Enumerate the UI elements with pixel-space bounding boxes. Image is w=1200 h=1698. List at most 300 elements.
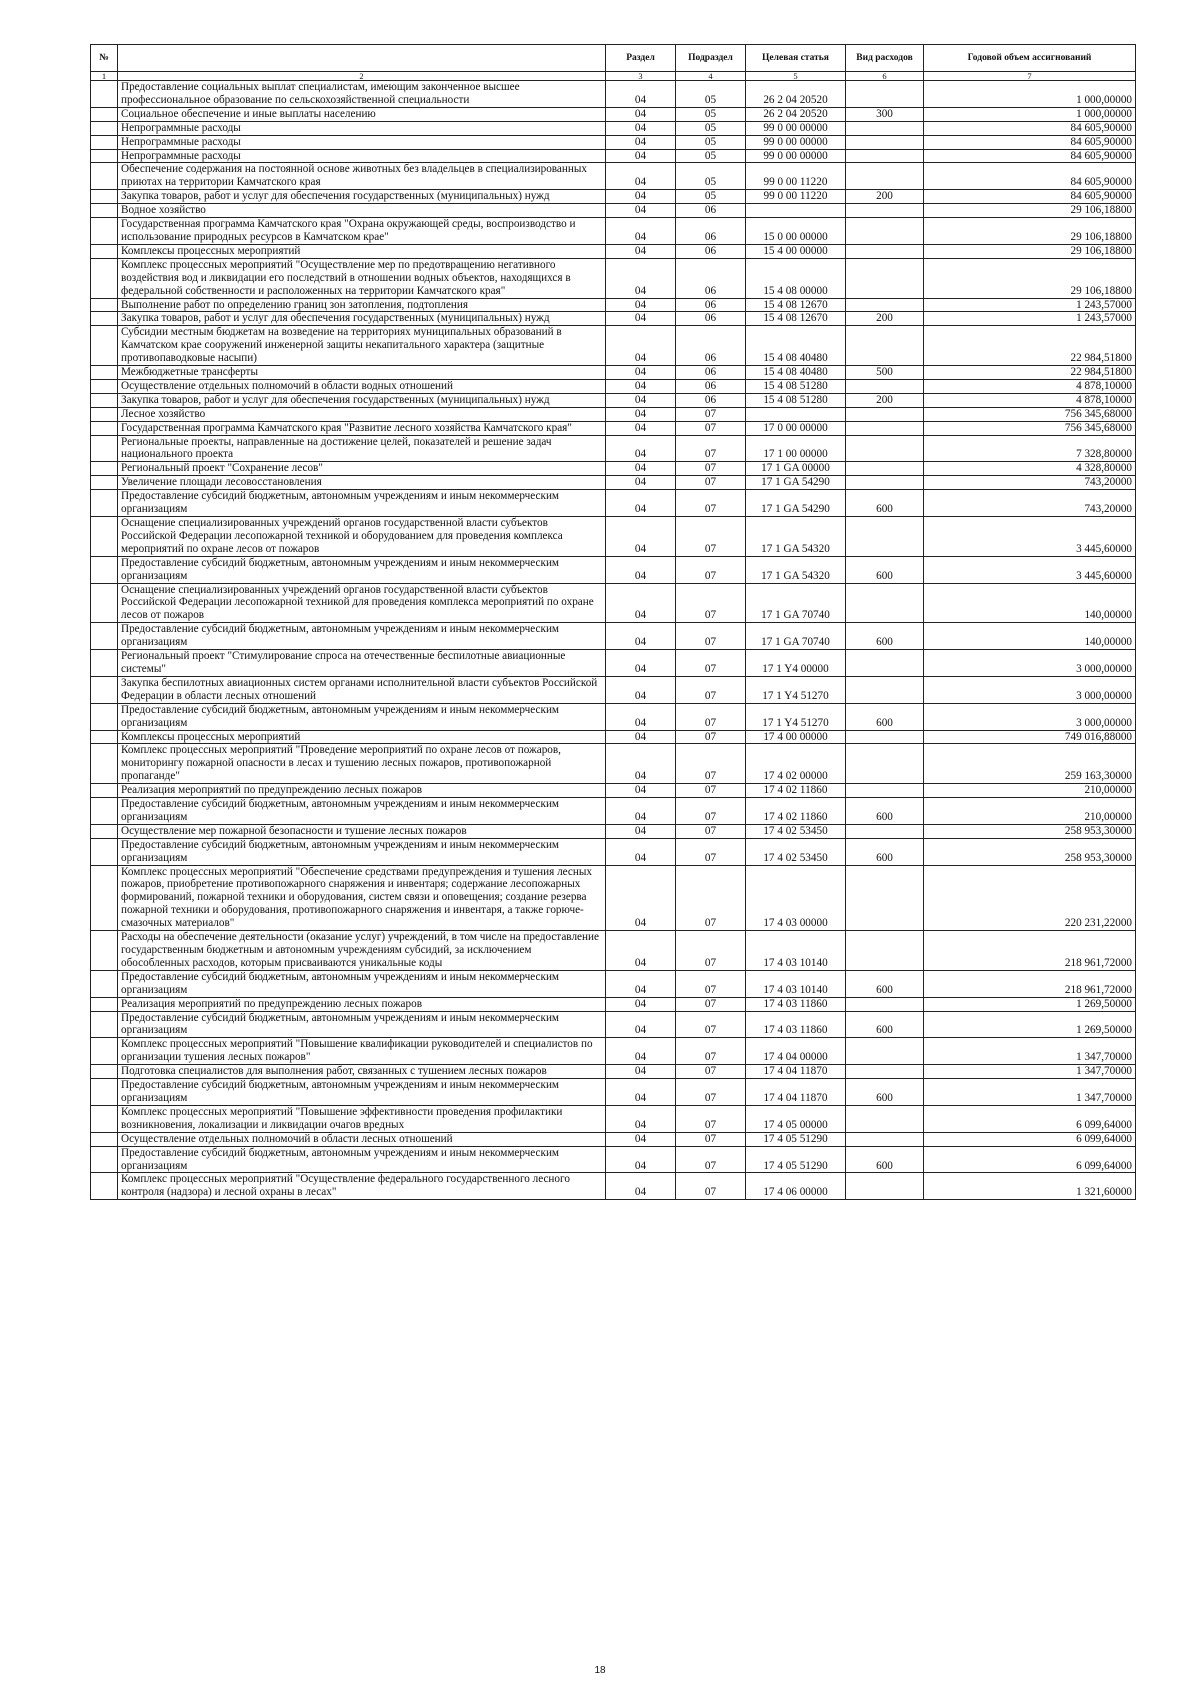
table-row: [91, 190, 1136, 204]
row-amount-cell: 259 163,30000: [924, 744, 1136, 784]
table-row: [91, 258, 1136, 298]
row-name-cell: Комплекс процессных мероприятий "Обеспечение средствами предупреждения и тушения лесных пожаров, приобретение противопожарного снаряжения и инвентаря; содержание лесопожарных формирований, пожарной техники и оборудования, систем связи и оповещения; создание резерва пожарной техники и оборудования, противопожарного снаряжения и инвентаря, а также горюче-смазочных материалов": [118, 865, 606, 931]
row-statya-cell: 17 4 02 00000: [746, 744, 846, 784]
table-row: [91, 121, 1136, 135]
row-name-cell: Непрограммные расходы: [118, 135, 606, 149]
col-header-statya: Целевая статья: [746, 45, 846, 72]
row-statya-cell: 17 1 Y4 00000: [746, 650, 846, 677]
row-podrazdel-cell: 07: [676, 703, 746, 730]
row-number-cell: [91, 784, 118, 798]
row-amount-cell: 220 231,22000: [924, 865, 1136, 931]
row-vid-cell: 600: [846, 970, 924, 997]
row-podrazdel-cell: 07: [676, 970, 746, 997]
row-razdel-cell: 04: [606, 244, 676, 258]
col-header-podrazdel: Подраздел: [676, 45, 746, 72]
row-statya-cell: 17 1 GA 00000: [746, 462, 846, 476]
row-statya-cell: 17 4 02 11860: [746, 784, 846, 798]
row-vid-cell: [846, 676, 924, 703]
table-row: [91, 583, 1136, 623]
row-number-cell: [91, 798, 118, 825]
row-amount-cell: 1 269,50000: [924, 997, 1136, 1011]
row-razdel-cell: 04: [606, 623, 676, 650]
row-amount-cell: 3 000,00000: [924, 703, 1136, 730]
row-vid-cell: [846, 258, 924, 298]
col-header-razdel: Раздел: [606, 45, 676, 72]
row-podrazdel-cell: 07: [676, 1079, 746, 1106]
col-number-1: 1: [91, 72, 118, 81]
row-amount-cell: 1 347,70000: [924, 1065, 1136, 1079]
table-row: [91, 931, 1136, 971]
row-amount-cell: 29 106,18800: [924, 218, 1136, 245]
row-vid-cell: [846, 218, 924, 245]
row-podrazdel-cell: 07: [676, 1038, 746, 1065]
row-number-cell: [91, 1146, 118, 1173]
row-razdel-cell: 04: [606, 421, 676, 435]
row-podrazdel-cell: 06: [676, 218, 746, 245]
row-vid-cell: [846, 149, 924, 163]
table-row: [91, 1079, 1136, 1106]
col-number-6: 6: [846, 72, 924, 81]
table-row: [91, 312, 1136, 326]
row-statya-cell: 15 4 08 12670: [746, 312, 846, 326]
row-podrazdel-cell: 07: [676, 1146, 746, 1173]
row-number-cell: [91, 703, 118, 730]
row-vid-cell: [846, 1132, 924, 1146]
row-number-cell: [91, 312, 118, 326]
row-podrazdel-cell: 07: [676, 476, 746, 490]
row-number-cell: [91, 1079, 118, 1106]
row-podrazdel-cell: 06: [676, 366, 746, 380]
row-name-cell: Региональный проект "Сохранение лесов": [118, 462, 606, 476]
row-razdel-cell: 04: [606, 476, 676, 490]
table-body: [91, 81, 1136, 1200]
table-row: [91, 650, 1136, 677]
row-name-cell: Непрограммные расходы: [118, 149, 606, 163]
row-podrazdel-cell: 06: [676, 258, 746, 298]
row-vid-cell: [846, 163, 924, 190]
row-amount-cell: 1 000,00000: [924, 81, 1136, 108]
row-name-cell: Предоставление социальных выплат специалистам, имеющим законченное высшее профессиональное образование по сельскохозяйственной специальности: [118, 81, 606, 108]
row-podrazdel-cell: 07: [676, 865, 746, 931]
row-razdel-cell: 04: [606, 435, 676, 462]
row-statya-cell: 17 4 04 11870: [746, 1065, 846, 1079]
row-razdel-cell: 04: [606, 997, 676, 1011]
row-statya-cell: 17 4 03 10140: [746, 970, 846, 997]
row-amount-cell: 1 269,50000: [924, 1011, 1136, 1038]
row-name-cell: Подготовка специалистов для выполнения работ, связанных с тушением лесных пожаров: [118, 1065, 606, 1079]
table-row: [91, 476, 1136, 490]
row-vid-cell: [846, 784, 924, 798]
row-number-cell: [91, 121, 118, 135]
row-razdel-cell: 04: [606, 556, 676, 583]
row-podrazdel-cell: 07: [676, 1105, 746, 1132]
row-number-cell: [91, 556, 118, 583]
row-vid-cell: 200: [846, 393, 924, 407]
row-number-cell: [91, 744, 118, 784]
row-number-cell: [91, 676, 118, 703]
row-statya-cell: 17 4 00 00000: [746, 730, 846, 744]
row-razdel-cell: 04: [606, 838, 676, 865]
row-razdel-cell: 04: [606, 517, 676, 557]
row-razdel-cell: 04: [606, 490, 676, 517]
col-number-5: 5: [746, 72, 846, 81]
row-podrazdel-cell: 07: [676, 744, 746, 784]
row-name-cell: Выполнение работ по определению границ зон затопления, подтопления: [118, 298, 606, 312]
row-statya-cell: 99 0 00 11220: [746, 190, 846, 204]
row-podrazdel-cell: 07: [676, 435, 746, 462]
row-vid-cell: [846, 517, 924, 557]
budget-table: [90, 44, 1136, 1200]
row-number-cell: [91, 838, 118, 865]
row-razdel-cell: 04: [606, 744, 676, 784]
row-name-cell: Социальное обеспечение и иные выплаты населению: [118, 107, 606, 121]
row-statya-cell: 17 4 02 53450: [746, 838, 846, 865]
table-row: [91, 421, 1136, 435]
row-razdel-cell: 04: [606, 81, 676, 108]
row-razdel-cell: 04: [606, 784, 676, 798]
row-name-cell: Предоставление субсидий бюджетным, автономным учреждениям и иным некоммерческим организациям: [118, 1011, 606, 1038]
row-amount-cell: 29 106,18800: [924, 244, 1136, 258]
row-name-cell: Межбюджетные трансферты: [118, 366, 606, 380]
table-row: [91, 149, 1136, 163]
row-amount-cell: 84 605,90000: [924, 121, 1136, 135]
row-statya-cell: 17 4 03 00000: [746, 865, 846, 931]
row-vid-cell: [846, 421, 924, 435]
row-vid-cell: 200: [846, 312, 924, 326]
row-number-cell: [91, 107, 118, 121]
row-podrazdel-cell: 06: [676, 204, 746, 218]
row-vid-cell: 600: [846, 1011, 924, 1038]
row-name-cell: Региональный проект "Стимулирование спроса на отечественные беспилотные авиационные системы": [118, 650, 606, 677]
row-razdel-cell: 04: [606, 931, 676, 971]
row-name-cell: Закупка товаров, работ и услуг для обеспечения государственных (муниципальных) нужд: [118, 190, 606, 204]
row-razdel-cell: 04: [606, 366, 676, 380]
row-statya-cell: 15 4 08 51280: [746, 393, 846, 407]
row-vid-cell: [846, 435, 924, 462]
table-row: [91, 393, 1136, 407]
row-vid-cell: [846, 1065, 924, 1079]
row-podrazdel-cell: 07: [676, 407, 746, 421]
row-number-cell: [91, 163, 118, 190]
row-razdel-cell: 04: [606, 970, 676, 997]
table-row: [91, 244, 1136, 258]
table-row: [91, 1065, 1136, 1079]
row-amount-cell: 84 605,90000: [924, 135, 1136, 149]
col-header-number: №: [91, 45, 118, 72]
row-number-cell: [91, 393, 118, 407]
table-row: [91, 81, 1136, 108]
row-vid-cell: [846, 204, 924, 218]
row-podrazdel-cell: 07: [676, 997, 746, 1011]
row-vid-cell: 600: [846, 1146, 924, 1173]
row-podrazdel-cell: 07: [676, 798, 746, 825]
table-row: [91, 204, 1136, 218]
row-statya-cell: 99 0 00 11220: [746, 163, 846, 190]
table-row: [91, 824, 1136, 838]
row-amount-cell: 218 961,72000: [924, 970, 1136, 997]
table-row: [91, 623, 1136, 650]
row-razdel-cell: 04: [606, 1011, 676, 1038]
row-amount-cell: 218 961,72000: [924, 931, 1136, 971]
row-name-cell: Предоставление субсидий бюджетным, автономным учреждениям и иным некоммерческим организациям: [118, 1079, 606, 1106]
row-statya-cell: 15 4 00 00000: [746, 244, 846, 258]
table-row: [91, 379, 1136, 393]
row-razdel-cell: 04: [606, 135, 676, 149]
row-number-cell: [91, 824, 118, 838]
row-podrazdel-cell: 05: [676, 81, 746, 108]
row-razdel-cell: 04: [606, 326, 676, 366]
row-name-cell: Комплекс процессных мероприятий "Осуществление мер по предотвращению негативного воздействия вод и ликвидации его последствий в отношении водных объектов, находящихся в федеральной собственности и расположенных на территории Камчатского края": [118, 258, 606, 298]
table-row: [91, 703, 1136, 730]
row-podrazdel-cell: 06: [676, 393, 746, 407]
row-name-cell: Оснащение специализированных учреждений органов государственной власти субъектов Российской Федерации лесопожарной техникой для проведения комплекса мероприятий по охране лесов от пожаров: [118, 583, 606, 623]
row-name-cell: Комплекс процессных мероприятий "Повышение эффективности проведения профилактики возникновения, локализации и ликвидации очагов вредных: [118, 1105, 606, 1132]
row-razdel-cell: 04: [606, 730, 676, 744]
row-name-cell: Субсидии местным бюджетам на возведение на территориях муниципальных образований в Камчатском крае сооружений инженерной защиты некапитального характера (защитные противопаводковые насыпи): [118, 326, 606, 366]
row-vid-cell: [846, 326, 924, 366]
row-podrazdel-cell: 07: [676, 1173, 746, 1200]
row-number-cell: [91, 218, 118, 245]
row-name-cell: Обеспечение содержания на постоянной основе животных без владельцев в специализированных приютах на территории Камчатского края: [118, 163, 606, 190]
row-name-cell: Лесное хозяйство: [118, 407, 606, 421]
row-vid-cell: [846, 744, 924, 784]
row-podrazdel-cell: 06: [676, 326, 746, 366]
row-razdel-cell: 04: [606, 218, 676, 245]
row-number-cell: [91, 1065, 118, 1079]
row-vid-cell: 600: [846, 798, 924, 825]
row-razdel-cell: 04: [606, 149, 676, 163]
row-razdel-cell: 04: [606, 798, 676, 825]
row-razdel-cell: 04: [606, 393, 676, 407]
row-amount-cell: 1 321,60000: [924, 1173, 1136, 1200]
row-podrazdel-cell: 07: [676, 583, 746, 623]
table-row: [91, 676, 1136, 703]
table-row: [91, 1173, 1136, 1200]
row-name-cell: Оснащение специализированных учреждений органов государственной власти субъектов Российской Федерации лесопожарной техникой и оборудованием для проведения комплекса мероприятий по охране лесов от пожаров: [118, 517, 606, 557]
row-podrazdel-cell: 07: [676, 490, 746, 517]
row-number-cell: [91, 135, 118, 149]
row-amount-cell: 258 953,30000: [924, 838, 1136, 865]
row-name-cell: Региональные проекты, направленные на достижение целей, показателей и решение задач национального проекта: [118, 435, 606, 462]
row-vid-cell: 600: [846, 838, 924, 865]
row-amount-cell: 749 016,88000: [924, 730, 1136, 744]
row-razdel-cell: 04: [606, 204, 676, 218]
row-number-cell: [91, 421, 118, 435]
row-razdel-cell: 04: [606, 1146, 676, 1173]
row-amount-cell: 743,20000: [924, 476, 1136, 490]
row-podrazdel-cell: 05: [676, 121, 746, 135]
row-name-cell: Предоставление субсидий бюджетным, автономным учреждениям и иным некоммерческим организациям: [118, 798, 606, 825]
row-razdel-cell: 04: [606, 1105, 676, 1132]
row-statya-cell: 17 0 00 00000: [746, 421, 846, 435]
row-statya-cell: 17 1 Y4 51270: [746, 703, 846, 730]
row-podrazdel-cell: 07: [676, 784, 746, 798]
row-razdel-cell: 04: [606, 1038, 676, 1065]
row-podrazdel-cell: 07: [676, 1132, 746, 1146]
row-name-cell: Осуществление отдельных полномочий в области лесных отношений: [118, 1132, 606, 1146]
table-row: [91, 838, 1136, 865]
row-vid-cell: [846, 298, 924, 312]
row-statya-cell: 26 2 04 20520: [746, 81, 846, 108]
row-statya-cell: 17 4 04 11870: [746, 1079, 846, 1106]
row-podrazdel-cell: 07: [676, 517, 746, 557]
row-name-cell: Предоставление субсидий бюджетным, автономным учреждениям и иным некоммерческим организациям: [118, 490, 606, 517]
row-razdel-cell: 04: [606, 258, 676, 298]
row-number-cell: [91, 490, 118, 517]
row-number-cell: [91, 931, 118, 971]
row-number-cell: [91, 204, 118, 218]
row-number-cell: [91, 865, 118, 931]
row-statya-cell: 17 4 03 10140: [746, 931, 846, 971]
row-podrazdel-cell: 06: [676, 312, 746, 326]
row-vid-cell: [846, 407, 924, 421]
row-vid-cell: 600: [846, 623, 924, 650]
row-amount-cell: 3 000,00000: [924, 650, 1136, 677]
row-statya-cell: 17 4 02 11860: [746, 798, 846, 825]
row-number-cell: [91, 997, 118, 1011]
table-row: [91, 407, 1136, 421]
row-name-cell: Комплексы процессных мероприятий: [118, 730, 606, 744]
row-amount-cell: 4 878,10000: [924, 393, 1136, 407]
row-statya-cell: 17 4 06 00000: [746, 1173, 846, 1200]
row-number-cell: [91, 81, 118, 108]
row-number-cell: [91, 190, 118, 204]
row-vid-cell: [846, 583, 924, 623]
row-number-cell: [91, 1038, 118, 1065]
row-podrazdel-cell: 07: [676, 676, 746, 703]
row-statya-cell: 15 4 08 40480: [746, 366, 846, 380]
table-row: [91, 1146, 1136, 1173]
row-vid-cell: [846, 121, 924, 135]
row-podrazdel-cell: 07: [676, 556, 746, 583]
row-amount-cell: 1 243,57000: [924, 298, 1136, 312]
row-vid-cell: [846, 81, 924, 108]
row-number-cell: [91, 435, 118, 462]
row-razdel-cell: 04: [606, 1132, 676, 1146]
table-row: [91, 1038, 1136, 1065]
row-statya-cell: 17 1 GA 70740: [746, 583, 846, 623]
row-razdel-cell: 04: [606, 121, 676, 135]
row-podrazdel-cell: 07: [676, 462, 746, 476]
header-row: [91, 45, 1136, 72]
table-row: [91, 517, 1136, 557]
row-statya-cell: 17 4 04 00000: [746, 1038, 846, 1065]
row-podrazdel-cell: 05: [676, 107, 746, 121]
row-number-cell: [91, 258, 118, 298]
row-number-cell: [91, 366, 118, 380]
row-vid-cell: 500: [846, 366, 924, 380]
row-vid-cell: [846, 865, 924, 931]
row-amount-cell: 258 953,30000: [924, 824, 1136, 838]
table-row: [91, 744, 1136, 784]
row-number-cell: [91, 407, 118, 421]
row-name-cell: Закупка товаров, работ и услуг для обеспечения государственных (муниципальных) нужд: [118, 312, 606, 326]
row-podrazdel-cell: 06: [676, 379, 746, 393]
row-statya-cell: 17 1 GA 70740: [746, 623, 846, 650]
row-number-cell: [91, 1173, 118, 1200]
row-statya-cell: 17 4 02 53450: [746, 824, 846, 838]
row-statya-cell: [746, 204, 846, 218]
col-number-3: 3: [606, 72, 676, 81]
table-row: [91, 784, 1136, 798]
row-statya-cell: [746, 407, 846, 421]
column-number-row: [91, 72, 1136, 81]
row-vid-cell: 600: [846, 703, 924, 730]
row-number-cell: [91, 623, 118, 650]
row-statya-cell: 17 1 GA 54290: [746, 490, 846, 517]
row-name-cell: Предоставление субсидий бюджетным, автономным учреждениям и иным некоммерческим организациям: [118, 1146, 606, 1173]
page-number: 18: [594, 1665, 606, 1676]
row-statya-cell: 17 4 03 11860: [746, 1011, 846, 1038]
row-statya-cell: 17 1 00 00000: [746, 435, 846, 462]
row-name-cell: Непрограммные расходы: [118, 121, 606, 135]
table-row: [91, 798, 1136, 825]
row-vid-cell: [846, 135, 924, 149]
row-razdel-cell: 04: [606, 312, 676, 326]
row-amount-cell: 1 000,00000: [924, 107, 1136, 121]
row-name-cell: Реализация мероприятий по предупреждению лесных пожаров: [118, 997, 606, 1011]
row-number-cell: [91, 517, 118, 557]
row-number-cell: [91, 379, 118, 393]
row-name-cell: Комплекс процессных мероприятий "Повышение квалификации руководителей и специалистов по организации тушения лесных пожаров": [118, 1038, 606, 1065]
table-row: [91, 556, 1136, 583]
row-number-cell: [91, 298, 118, 312]
table-row: [91, 462, 1136, 476]
table-row: [91, 490, 1136, 517]
row-podrazdel-cell: 06: [676, 244, 746, 258]
row-amount-cell: 84 605,90000: [924, 149, 1136, 163]
row-podrazdel-cell: 07: [676, 650, 746, 677]
table-row: [91, 163, 1136, 190]
row-name-cell: Осуществление отдельных полномочий в области водных отношений: [118, 379, 606, 393]
row-podrazdel-cell: 07: [676, 838, 746, 865]
row-amount-cell: 140,00000: [924, 583, 1136, 623]
row-number-cell: [91, 730, 118, 744]
col-number-2: 2: [118, 72, 606, 81]
row-podrazdel-cell: 07: [676, 421, 746, 435]
row-razdel-cell: 04: [606, 462, 676, 476]
row-name-cell: Расходы на обеспечение деятельности (оказание услуг) учреждений, в том числе на предоставление государственным бюджетным и автономным учреждениям субсидий, за исключением обособленных расходов, которым присваиваются уникальные коды: [118, 931, 606, 971]
row-amount-cell: 1 347,70000: [924, 1079, 1136, 1106]
row-statya-cell: 99 0 00 00000: [746, 121, 846, 135]
table-row: [91, 435, 1136, 462]
row-amount-cell: 1 243,57000: [924, 312, 1136, 326]
row-statya-cell: 15 4 08 00000: [746, 258, 846, 298]
row-vid-cell: [846, 997, 924, 1011]
row-amount-cell: 743,20000: [924, 490, 1136, 517]
row-number-cell: [91, 583, 118, 623]
row-vid-cell: [846, 1038, 924, 1065]
row-podrazdel-cell: 05: [676, 163, 746, 190]
row-amount-cell: 6 099,64000: [924, 1105, 1136, 1132]
row-razdel-cell: 04: [606, 379, 676, 393]
row-number-cell: [91, 1132, 118, 1146]
row-statya-cell: 17 1 Y4 51270: [746, 676, 846, 703]
row-statya-cell: 17 1 GA 54290: [746, 476, 846, 490]
row-name-cell: Предоставление субсидий бюджетным, автономным учреждениям и иным некоммерческим организациям: [118, 556, 606, 583]
table-row: [91, 218, 1136, 245]
row-vid-cell: [846, 931, 924, 971]
row-amount-cell: 756 345,68000: [924, 421, 1136, 435]
row-statya-cell: 17 1 GA 54320: [746, 517, 846, 557]
row-statya-cell: 17 4 05 51290: [746, 1146, 846, 1173]
row-name-cell: Предоставление субсидий бюджетным, автономным учреждениям и иным некоммерческим организациям: [118, 970, 606, 997]
row-razdel-cell: 04: [606, 1173, 676, 1200]
row-amount-cell: 4 878,10000: [924, 379, 1136, 393]
row-amount-cell: 3 000,00000: [924, 676, 1136, 703]
row-podrazdel-cell: 05: [676, 190, 746, 204]
row-number-cell: [91, 650, 118, 677]
